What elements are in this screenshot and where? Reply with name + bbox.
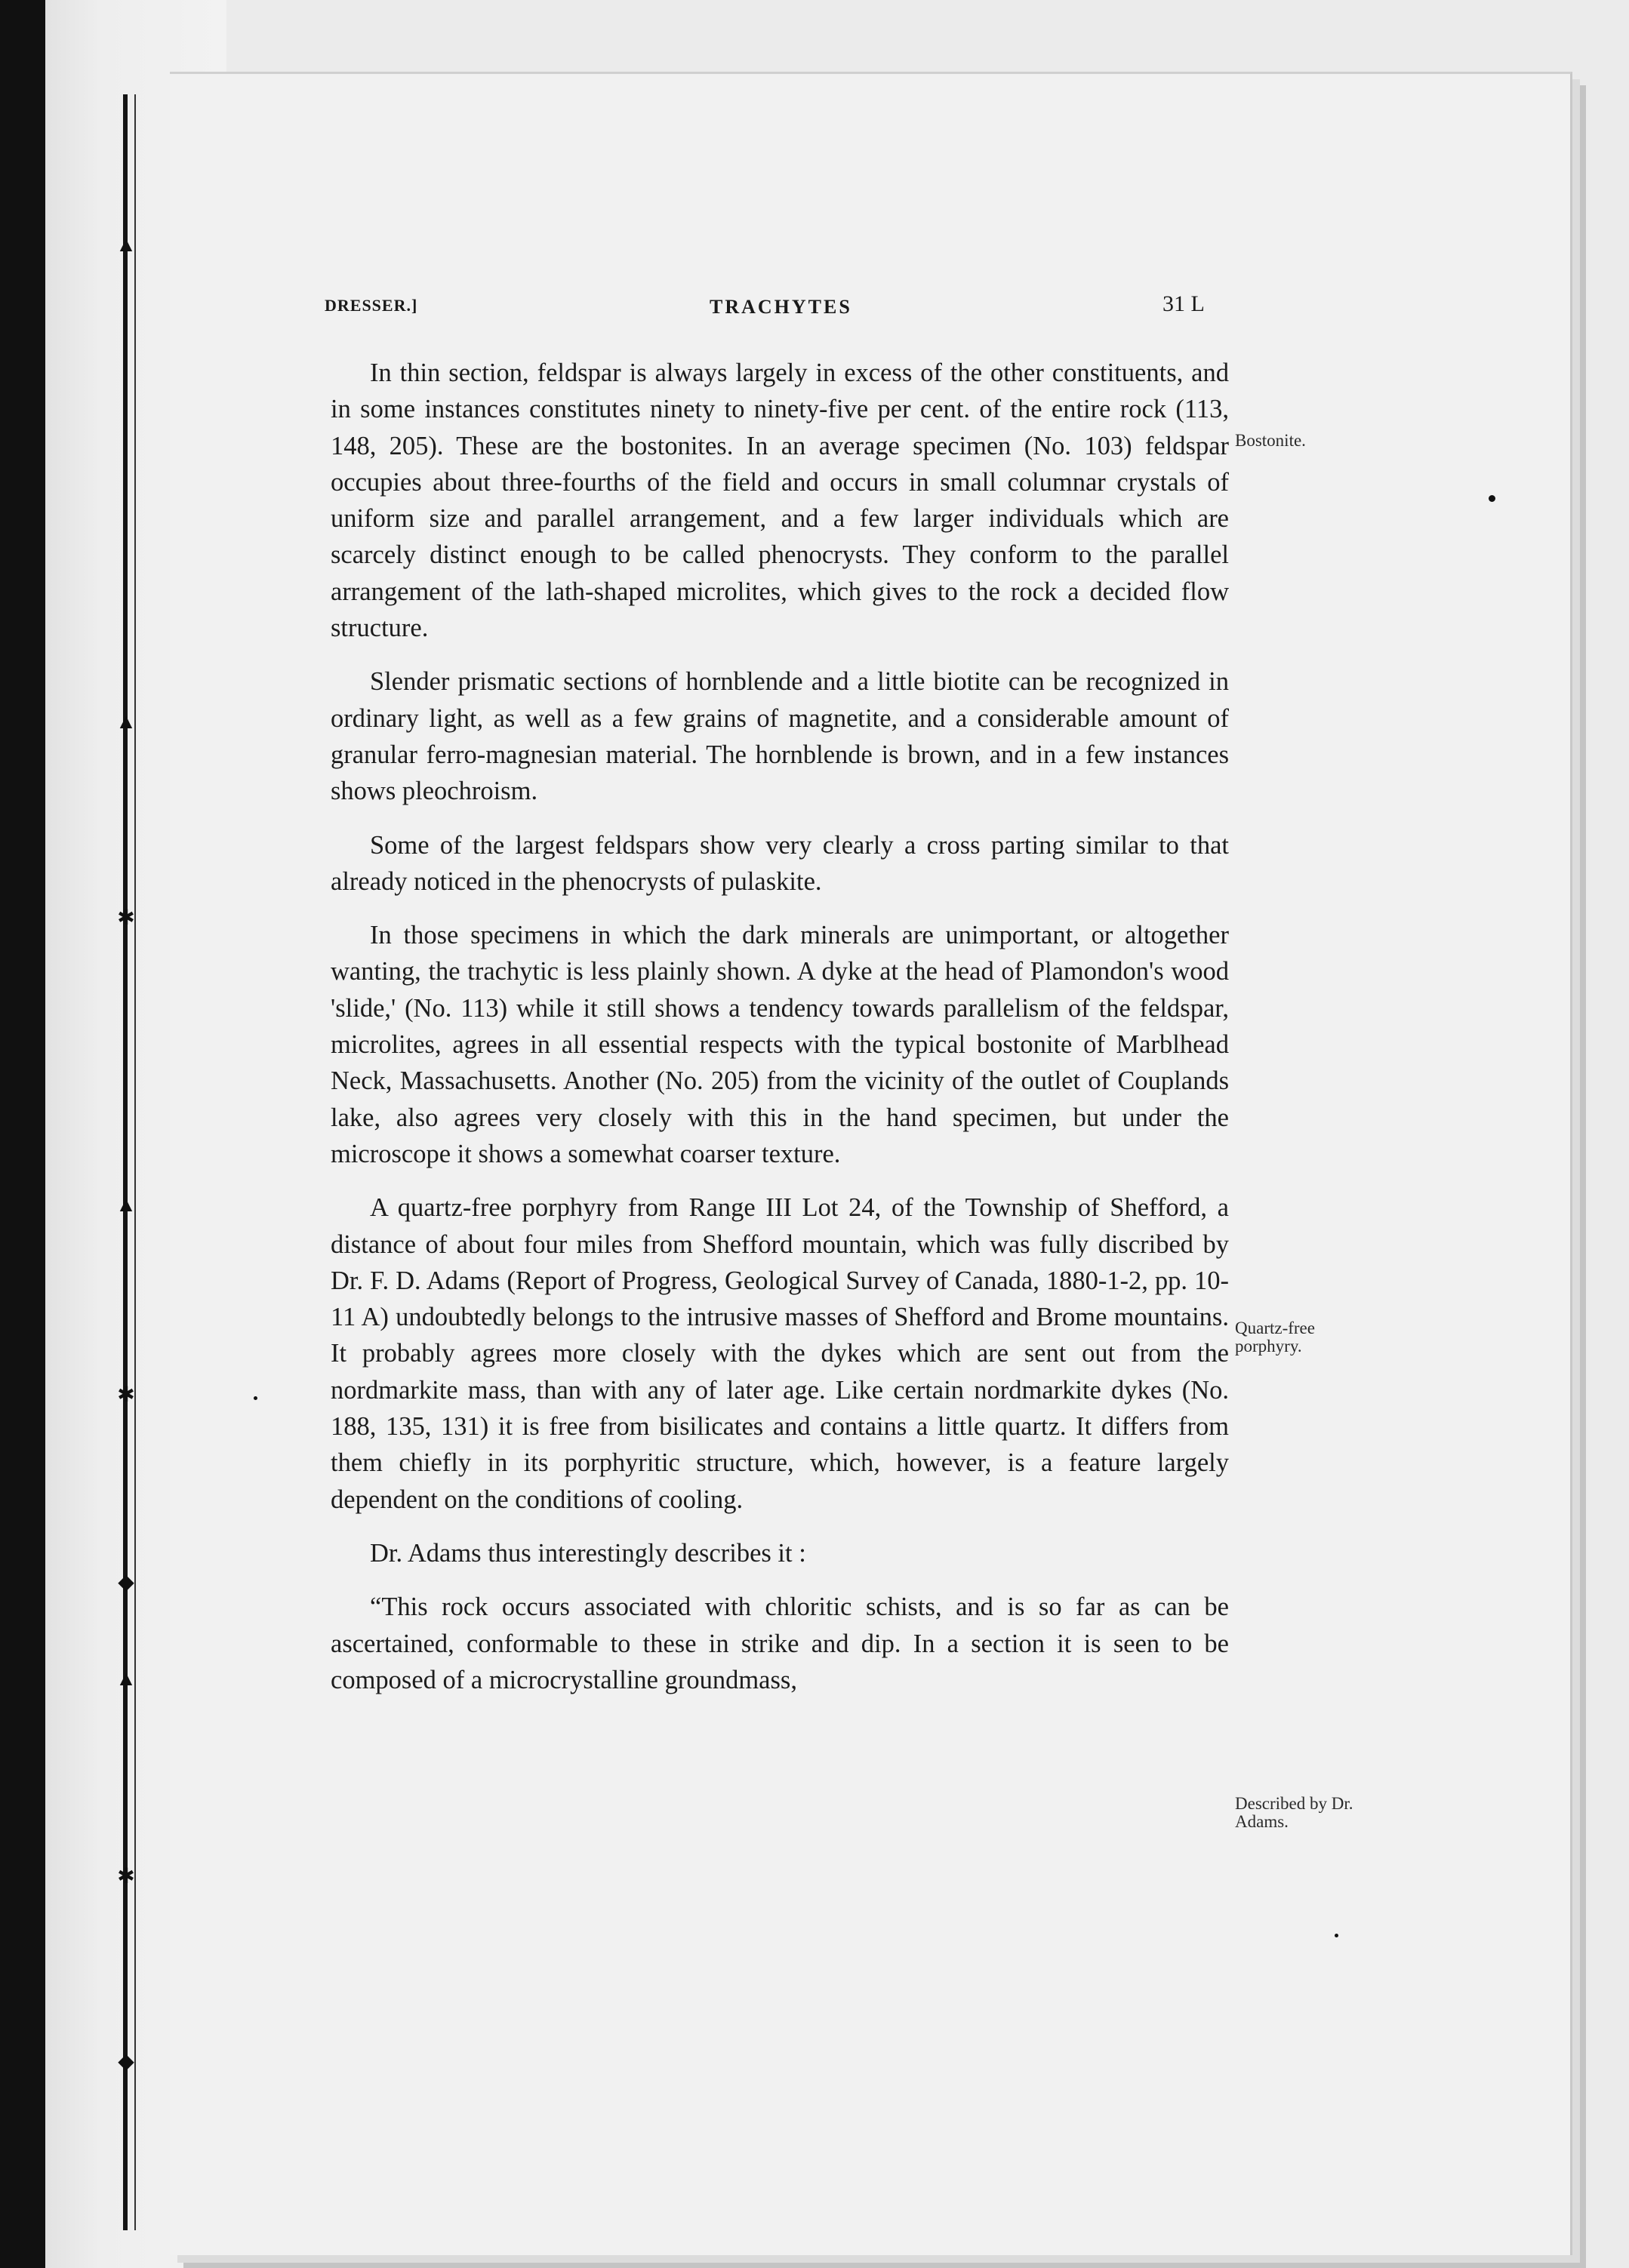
- header-author: DRESSER.]: [325, 296, 418, 315]
- binding-line-secondary: [134, 94, 136, 2230]
- margin-note-bostonite: Bostonite.: [1235, 431, 1306, 450]
- paragraph: In thin section, feldspar is always largely in excess of the other constituents, and in some instances constitutes ninety to ninety-five per cent. of the entire rock (113, 148, 205). These are the bostonites. In an average specimen (No. 103) feldspar occupies about three-fourths of the field and occurs in small columnar crystals of uniform size and parallel arrangement, and a few larger individuals which are scarcely distinct enough to be called phenocrysts. They conform to the parallel arrangement of the lath-shaped microlites, which gives to the rock a decided flow structure.: [331, 359, 1229, 643]
- binding-star-icon: ✱: [117, 1865, 135, 1888]
- binding-arrow-icon: ▲: [115, 710, 137, 734]
- binding-arrow-icon: ▲: [115, 1193, 137, 1217]
- paragraph: In those specimens in which the dark minerals are unimportant, or altogether wanting, the trachytic is less plainly shown. A dyke at the head of Plamondon's wood 'slide,' (No. 113) while it still shows a tendency towards parallelism of the feldspar, microlites, agrees in all essential respects with the typical bostonite of Marblhead Neck, Massachusetts. Another (No. 205) from the vicinity of the outlet of Couplands lake, also agrees very closely with this in the hand specimen, but under the microscope it shows a somewhat coarser texture.: [331, 921, 1229, 1168]
- paragraph: A quartz-free porphyry from Range III Lot 24, of the Township of Shefford, a distance of about four miles from Shefford mountain, which was fully discribed by Dr. F. D. Adams (Report of Progress, Geological Survey of Canada, 1880-1-2, pp. 10-11 A) undoubtedly belongs to the intrusive masses of Shefford and Brome mountains. It probably agrees more closely with the dykes which are sent out from the nordmarkite mass, than with any of later age. Like certain nordmarkite dykes (No. 188, 135, 131) it is free from bisilicates and contains a little quartz. It differs from them chiefly in its porphyritic structure, which, however, is a feature largely dependent on the conditions of cooling.: [331, 1193, 1229, 1514]
- binding-line: [123, 94, 128, 2230]
- margin-note-quartz-free: Quartz-free porphyry.: [1235, 1319, 1315, 1356]
- binding-star-icon: ✱: [117, 1383, 135, 1407]
- body-text: [331, 355, 1229, 1716]
- scan-speck: [1489, 495, 1495, 502]
- binding-star-icon: ✱: [117, 906, 135, 930]
- paragraph: Dr. Adams thus interestingly describes it :: [370, 1538, 806, 1568]
- paragraph: “This rock occurs associated with chloritic schists, and is so far as can be ascertained, conformable to these in strike and dip. In a section it is seen to be composed of a microcrystalline groundmass,: [331, 1593, 1229, 1694]
- binding-diamond-icon: ◆: [118, 1571, 134, 1594]
- running-header: [325, 291, 1246, 326]
- paragraph: Some of the largest feldspars show very clearly a cross parting similar to that already noticed in the phenocrysts of pulaskite.: [331, 830, 1229, 896]
- binding-arrow-icon: ▲: [115, 233, 137, 257]
- scan-speck: [254, 1396, 257, 1400]
- header-title: TRACHYTES: [710, 296, 852, 318]
- paragraph: Slender prismatic sections of hornblende and a little biotite can be recognized in ordinary light, as well as a few grains of magnetite, and a considerable amount of granular ferro-magnesian material. The hornblende is brown, and in a few instances shows pleochroism.: [331, 667, 1229, 806]
- binding-arrow-icon: ▲: [115, 1667, 137, 1691]
- page-number: 31 L: [1162, 291, 1205, 316]
- binding-diamond-icon: ◆: [118, 2050, 134, 2073]
- margin-note-described: Described by Dr. Adams.: [1235, 1794, 1353, 1831]
- scan-speck: [1335, 1934, 1338, 1937]
